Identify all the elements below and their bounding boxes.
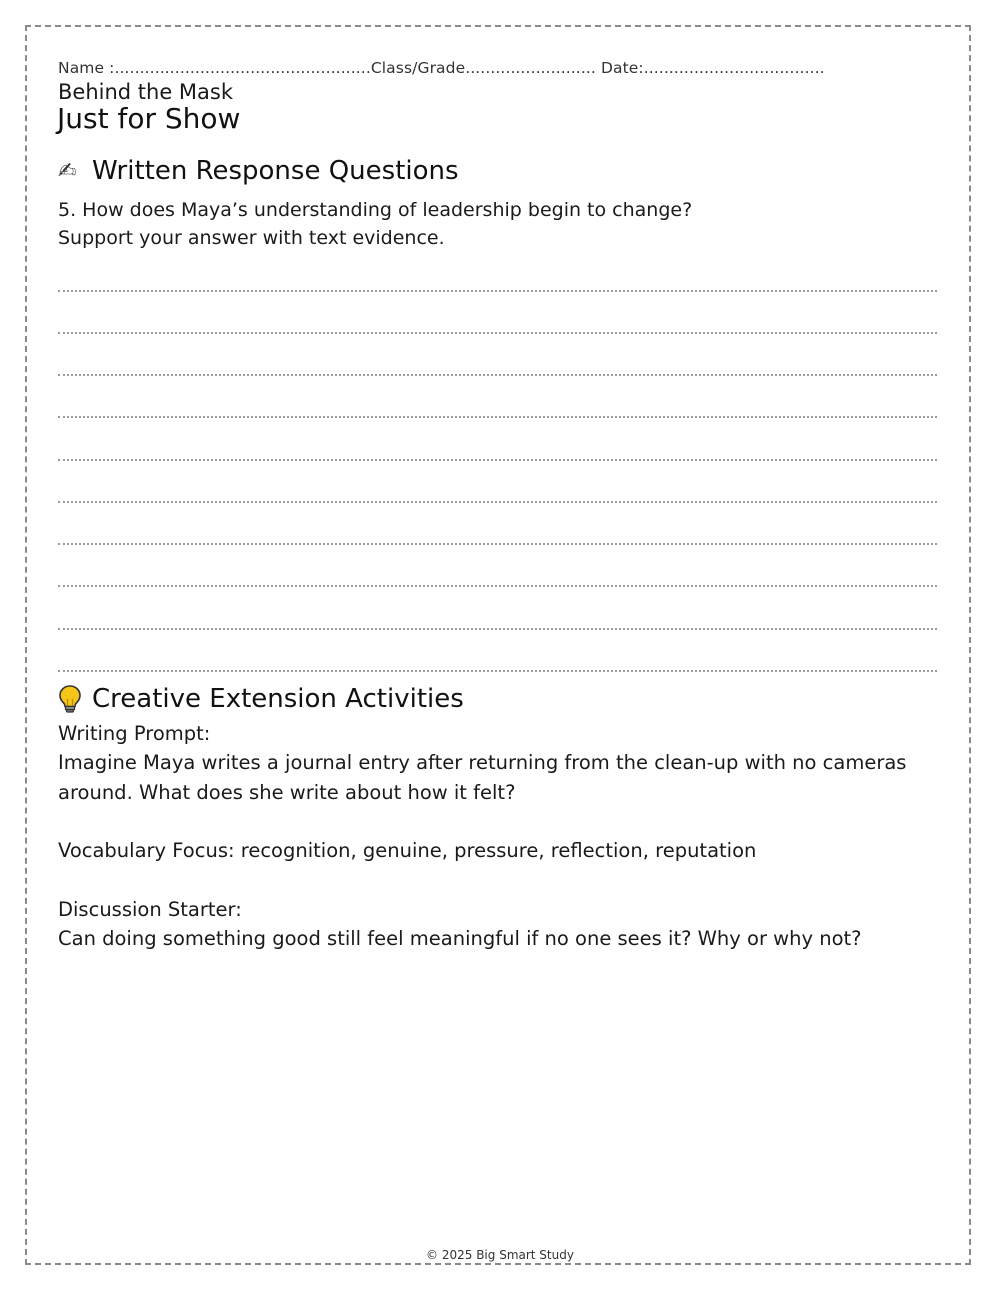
- writing-prompt-label: Writing Prompt:: [58, 722, 211, 745]
- writing-hand-icon: ✍: [58, 158, 77, 184]
- name-class-date-line: Name :...................................................Class/Grade.......................... Date:....................................: [58, 59, 825, 77]
- worksheet-title: Just for Show: [57, 102, 241, 135]
- vocabulary-focus: Vocabulary Focus: recognition, genuine, pressure, reflection, reputation: [58, 839, 757, 862]
- creative-extension-heading-text: Creative Extension Activities: [92, 684, 464, 714]
- answer-line[interactable]: [58, 543, 937, 545]
- answer-line[interactable]: [58, 585, 937, 587]
- written-response-heading-text: Written Response Questions: [92, 156, 459, 186]
- creative-extension-heading: [58, 684, 464, 714]
- answer-line[interactable]: [58, 374, 937, 376]
- lightbulb-icon: [58, 684, 82, 714]
- answer-line[interactable]: [58, 332, 937, 334]
- question-5: [58, 196, 692, 252]
- question-5-line-2: Support your answer with text evidence.: [58, 227, 445, 249]
- answer-line[interactable]: [58, 501, 937, 503]
- answer-line[interactable]: [58, 670, 937, 672]
- discussion-starter-text: Can doing something good still feel meaningful if no one sees it? Why or why not?: [58, 927, 862, 950]
- question-5-line-1: 5. How does Maya’s understanding of leadership begin to change?: [58, 199, 693, 221]
- writing-prompt-text: Imagine Maya writes a journal entry after returning from the clean-up with no cameras around. What does she write about how it felt?: [58, 751, 907, 804]
- written-response-heading: [58, 156, 459, 186]
- answer-line[interactable]: [58, 290, 937, 292]
- answer-line[interactable]: [58, 416, 937, 418]
- answer-line[interactable]: [58, 459, 937, 461]
- copyright-footer: © 2025 Big Smart Study: [426, 1248, 574, 1262]
- discussion-starter-label: Discussion Starter:: [58, 898, 242, 921]
- answer-line[interactable]: [58, 628, 937, 630]
- worksheet-subtitle: Behind the Mask: [58, 80, 234, 104]
